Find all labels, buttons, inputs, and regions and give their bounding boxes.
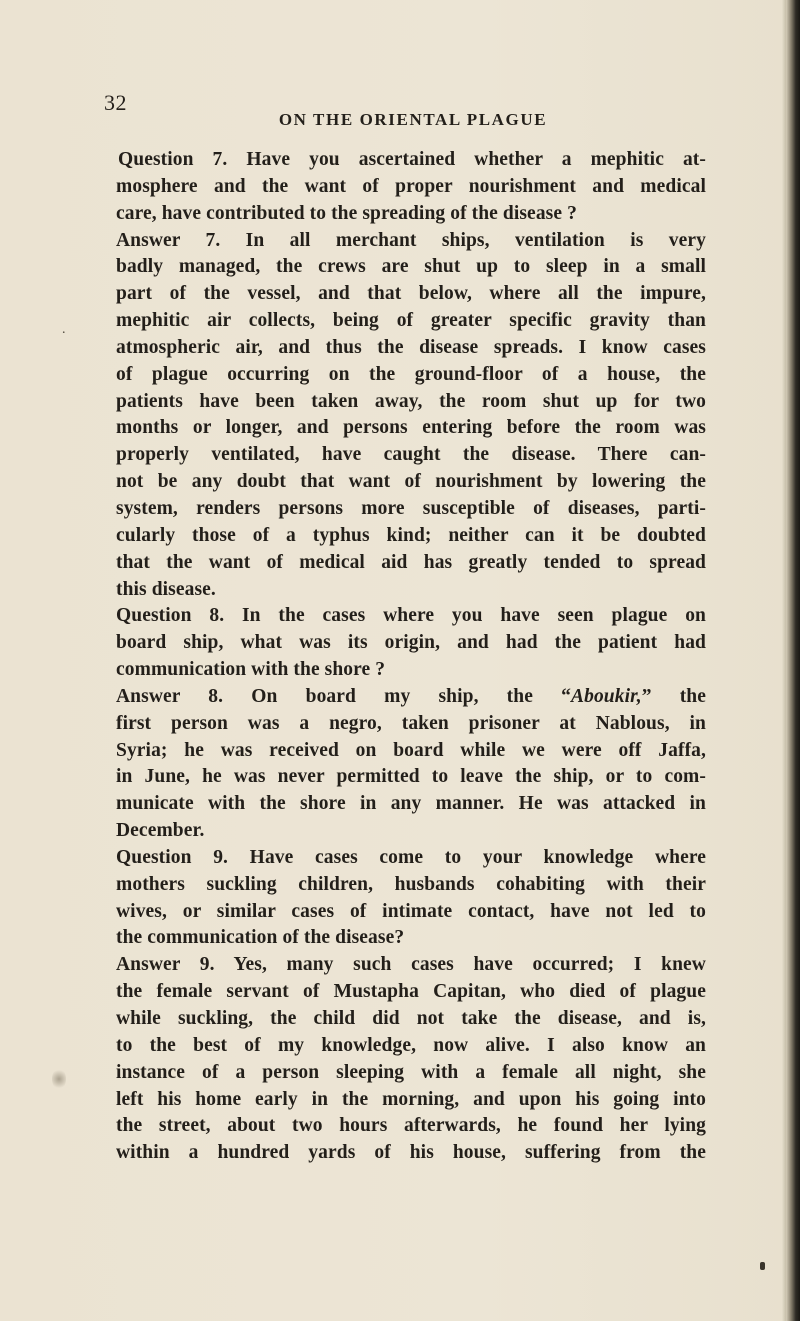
- text-line: the street, about two hours afterwards, he found her lying: [116, 1115, 706, 1137]
- running-head: ON THE ORIENTAL PLAGUE: [278, 110, 548, 129]
- text-line: instance of a person sleeping with a female all night, she: [116, 1061, 706, 1083]
- text-line: mosphere and the want of proper nourishment and medical: [116, 175, 706, 197]
- text-line: care, have contributed to the spreading of the disease ?: [116, 202, 577, 224]
- text-line: December.: [116, 820, 205, 842]
- text-line: left his home early in the morning, and upon his going into: [116, 1088, 706, 1110]
- answer8-prefix: Answer 8. On board my ship, the “: [116, 685, 571, 707]
- text-line: patients have been taken away, the room shut up for two: [116, 390, 706, 412]
- text-line: in June, he was never permitted to leave the ship, or to com-: [116, 766, 706, 788]
- text-line: this disease.: [116, 578, 216, 600]
- text-line: of plague occurring on the ground-floor of a house, the: [116, 363, 706, 385]
- text-line: part of the vessel, and that below, where all the impure,: [116, 283, 706, 305]
- text-line: Answer 7. In all merchant ships, ventilation is very: [116, 229, 706, 251]
- text-line: Question 8. In the cases where you have seen plague on: [116, 605, 706, 627]
- text-line: the communication of the disease?: [116, 927, 405, 949]
- text-line: system, renders persons more susceptible of diseases, parti-: [116, 497, 706, 519]
- text-line: Question 7. Have you ascertained whether a mephitic at-: [118, 149, 706, 170]
- text-line: Syria; he was received on board while we were off Jaffa,: [116, 739, 706, 761]
- text-line: badly managed, the crews are shut up to sleep in a small: [116, 256, 706, 278]
- text-line: while suckling, the child did not take the disease, and is,: [116, 1008, 706, 1029]
- text-line: not be any doubt that want of nourishment by lowering the: [116, 471, 706, 493]
- text-line: mephitic air collects, being of greater specific gravity than: [116, 310, 706, 332]
- ship-name: Aboukir,: [570, 685, 642, 707]
- text-line: Question 9. Have cases come to your knowledge where: [116, 846, 706, 868]
- book-binding-edge: [786, 0, 800, 1321]
- answer8-suffix: ” the: [641, 685, 706, 707]
- text-line: that the want of medical aid has greatly tended to spread: [116, 551, 706, 573]
- text-line: within a hundred yards of his house, suffering from the: [116, 1142, 706, 1164]
- text-line: atmospheric air, and thus the disease spreads. I know cases: [116, 336, 706, 358]
- text-line: municate with the shore in any manner. He was attacked in: [116, 793, 706, 815]
- text-line: months or longer, and persons entering before the room was: [116, 417, 706, 439]
- margin-mark: .: [62, 322, 66, 337]
- text-line: cularly those of a typhus kind; neither can it be doubted: [116, 524, 706, 546]
- text-line-answer8: [116, 684, 706, 711]
- ink-smudge: [52, 1068, 66, 1090]
- text-line: communication with the shore ?: [116, 659, 386, 681]
- text-line: mothers suckling children, husbands cohabiting with their: [116, 873, 706, 895]
- text-line: board ship, what was its origin, and had the patient had: [116, 632, 706, 654]
- page-number: 32: [104, 90, 127, 115]
- text-line: to the best of my knowledge, now alive. I also know an: [116, 1034, 706, 1056]
- text-line: first person was a negro, taken prisoner at Nablous, in: [116, 712, 706, 734]
- text-line: Answer 9. Yes, many such cases have occurred; I knew: [116, 954, 706, 976]
- print-flaw: [760, 1262, 765, 1270]
- body-text: [116, 147, 706, 1167]
- text-line: wives, or similar cases of intimate contact, have not led to: [116, 900, 706, 922]
- text-line: the female servant of Mustapha Capitan, who died of plague: [116, 981, 706, 1003]
- text-line: properly ventilated, have caught the disease. There can-: [116, 444, 706, 466]
